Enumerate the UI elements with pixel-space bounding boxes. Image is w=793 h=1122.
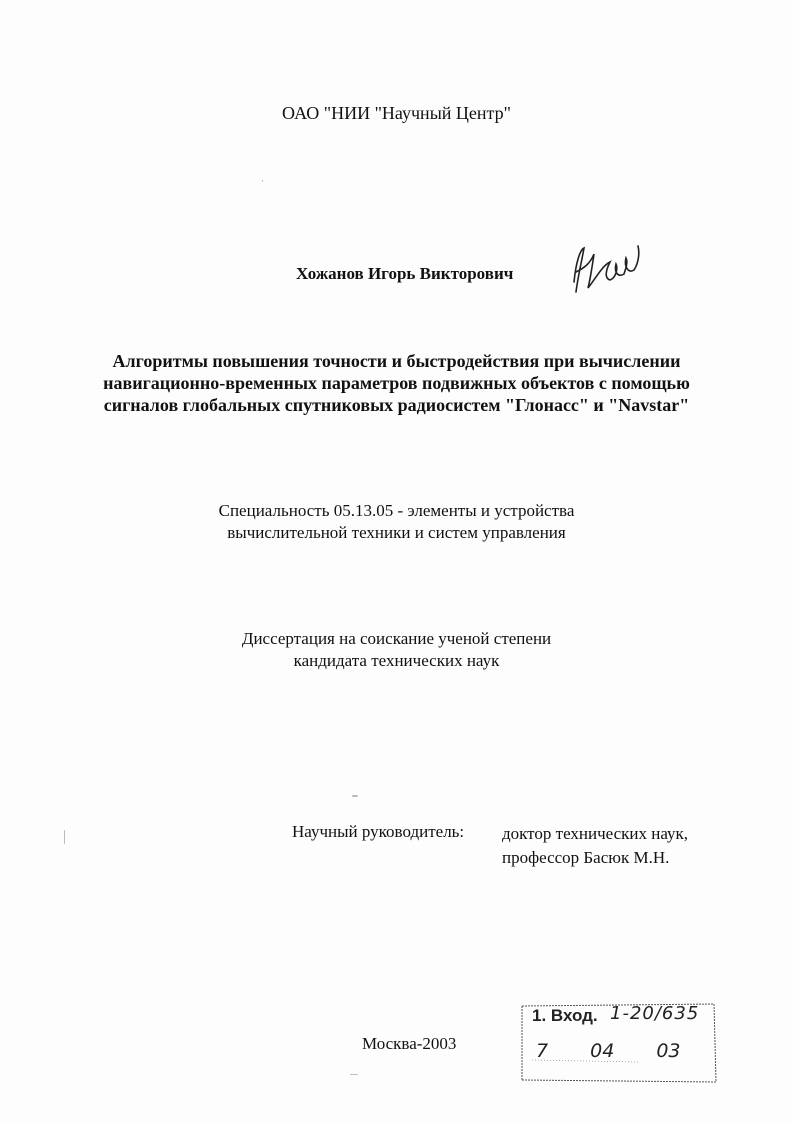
scan-speck: [350, 1074, 358, 1075]
scan-speck: [262, 180, 263, 182]
thesis-title-line: навигационно-временных параметров подвижных объектов с помощью: [103, 373, 690, 393]
author-signature: [566, 242, 646, 302]
thesis-title-line: Алгоритмы повышения точности и быстродействия при вычислении: [112, 351, 681, 371]
author-name: Хожанов Игорь Викторович: [296, 264, 514, 283]
scan-speck: [352, 795, 358, 797]
specialty-block: [0, 500, 793, 544]
degree-block: [0, 628, 793, 672]
supervisor-details: [502, 822, 688, 870]
city-year: Москва-2003: [362, 1034, 457, 1053]
supervisor-line: профессор Басюк М.Н.: [502, 848, 670, 867]
degree-line: кандидата технических наук: [293, 651, 500, 670]
organization-header: ОАО "НИИ "Научный Центр": [282, 103, 511, 123]
specialty-line: Специальность 05.13.05 - элементы и устройства: [218, 501, 575, 520]
degree-line: Диссертация на соискание ученой степени: [241, 629, 552, 648]
stamp-entry-number: 1-20/635: [610, 1003, 700, 1024]
supervisor-label: Научный руководитель:: [292, 822, 465, 841]
specialty-line: вычислительной техники и систем управления: [227, 523, 566, 542]
thesis-title-line: сигналов глобальных спутниковых радиосистем "Глонасс" и "Navstar": [103, 395, 690, 415]
stamp-entry-label: 1. Вход.: [532, 1006, 598, 1025]
stamp-date: 7 04 03: [536, 1040, 681, 1062]
thesis-title: [0, 350, 793, 416]
supervisor-line: доктор технических наук,: [502, 824, 689, 843]
scan-speck: [64, 830, 65, 844]
